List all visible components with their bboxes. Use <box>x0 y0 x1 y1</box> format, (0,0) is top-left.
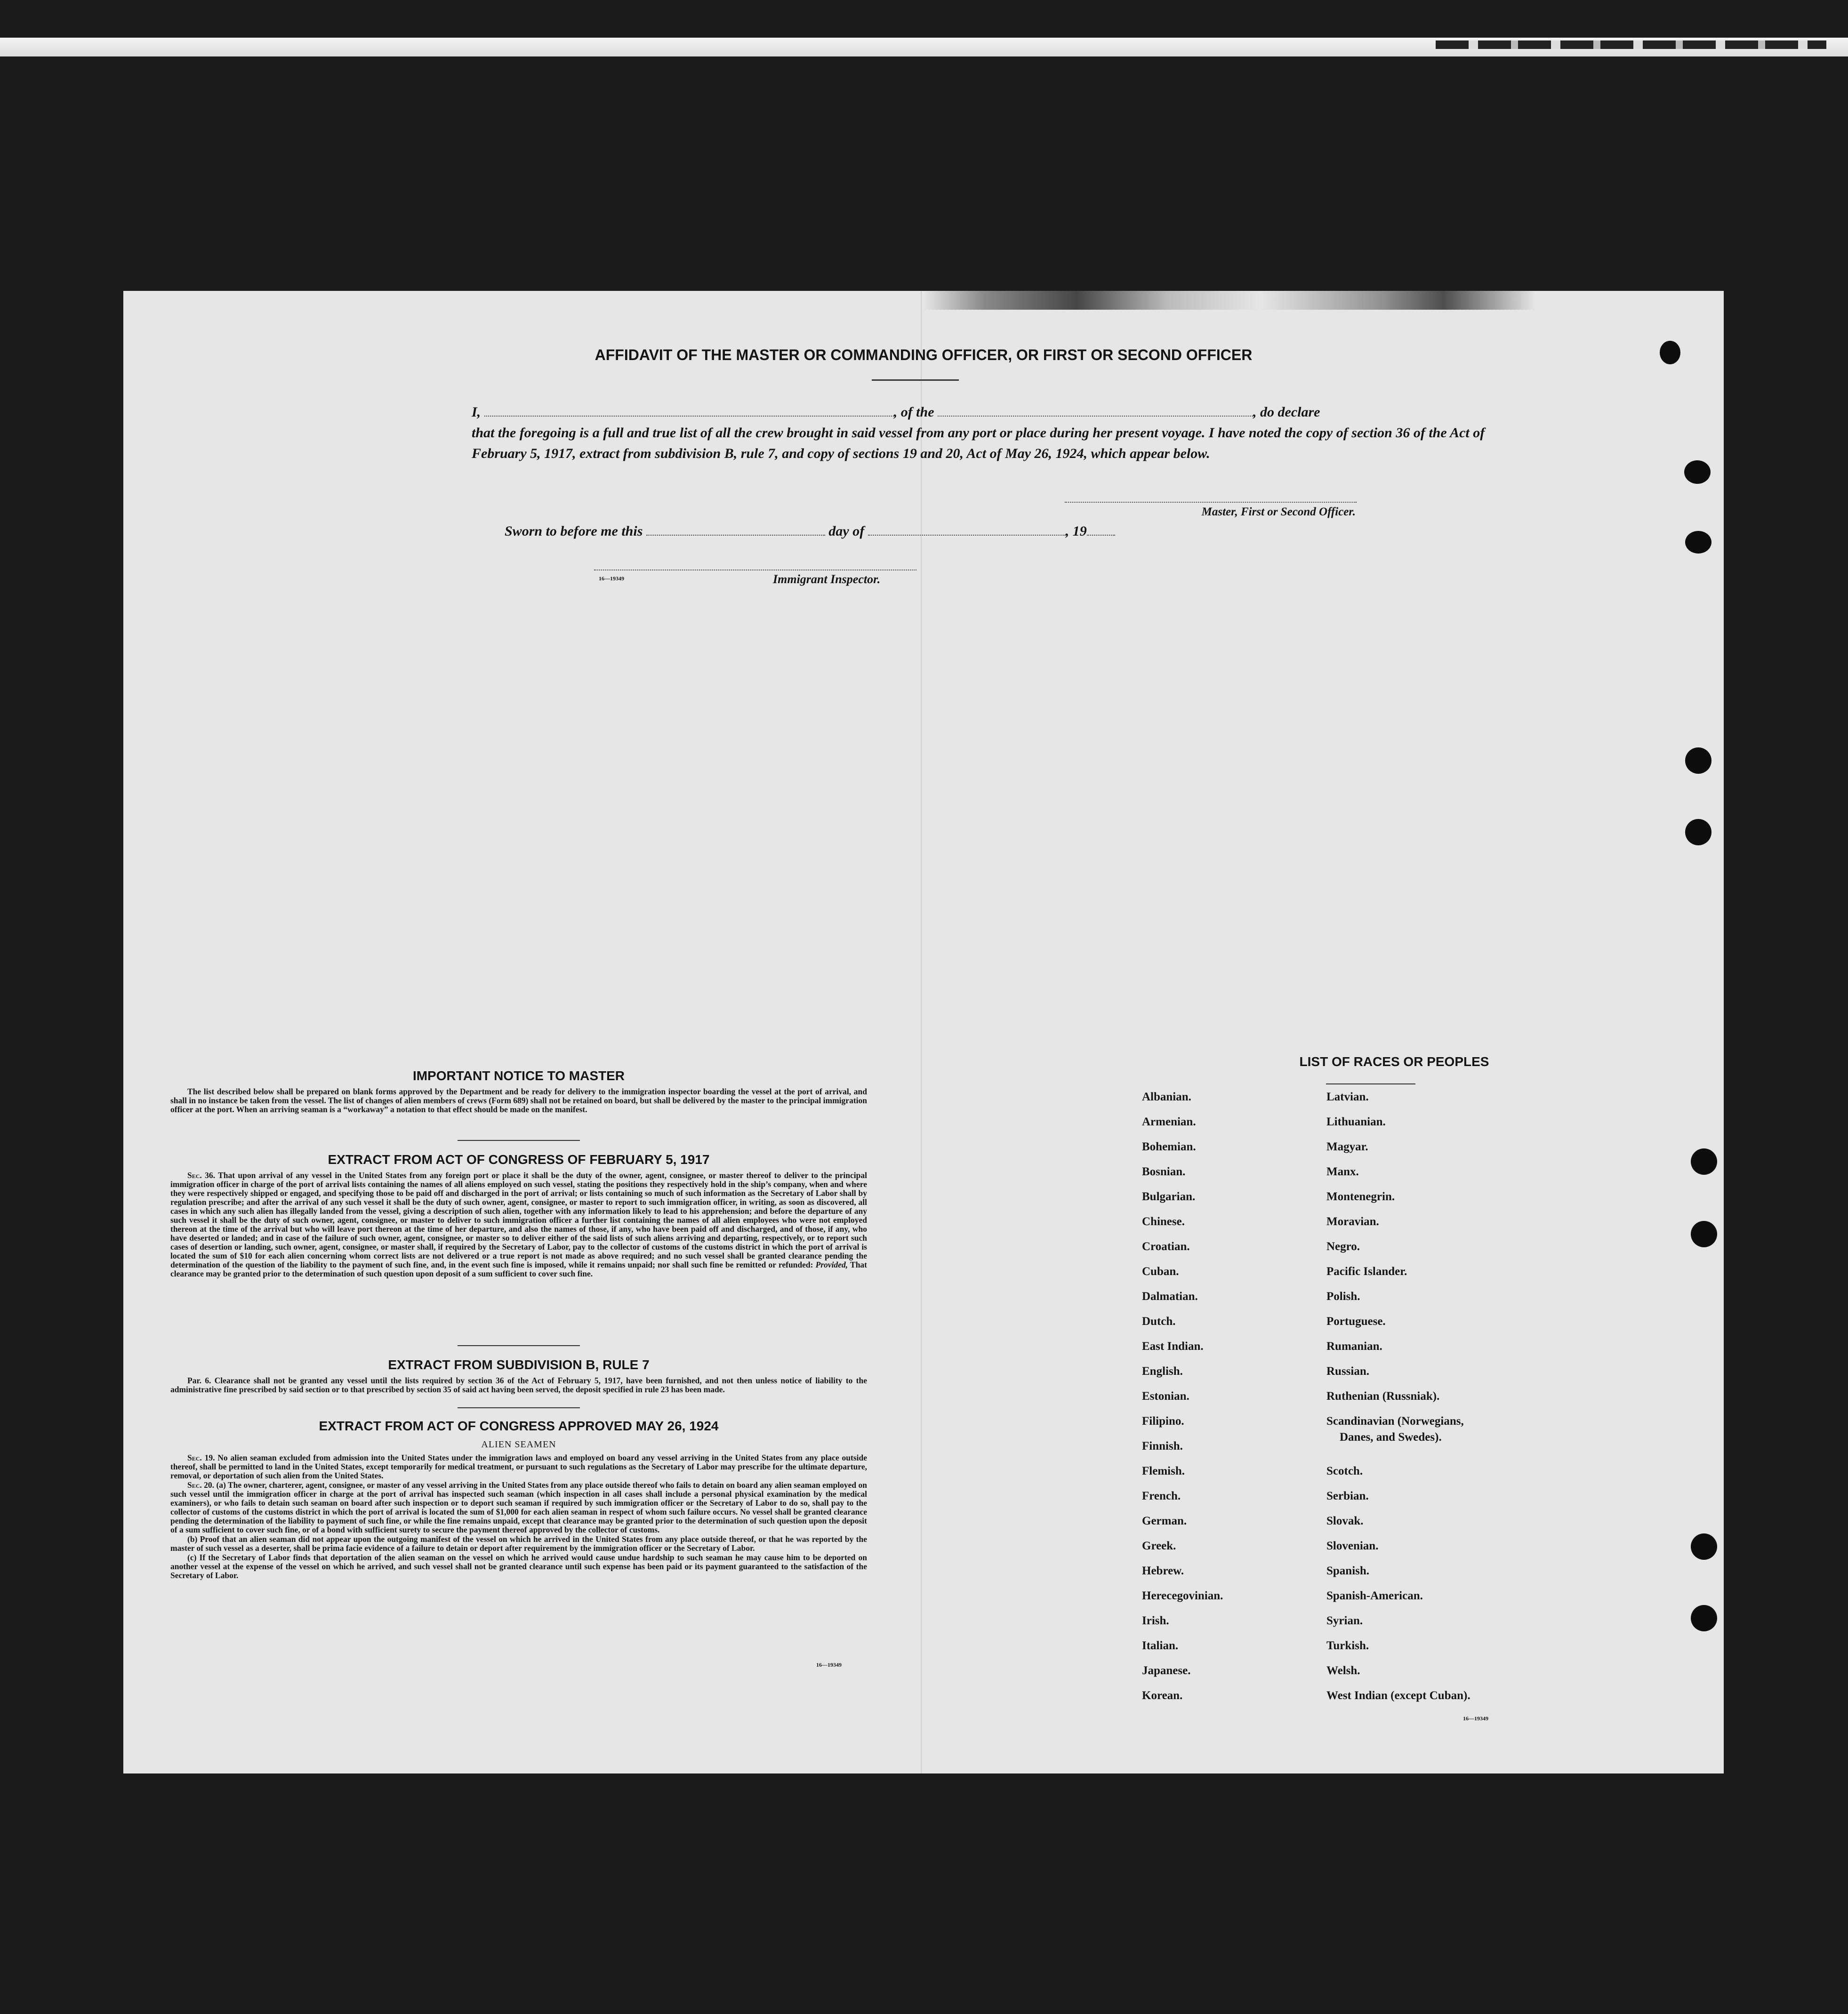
race-item: Spanish. <box>1326 1565 1370 1577</box>
signature-label: Master, First or Second Officer. <box>1201 506 1356 518</box>
sworn-year-blank <box>1087 524 1115 536</box>
document-page <box>123 291 1724 1773</box>
race-item: Dalmatian. <box>1142 1290 1198 1303</box>
inspector-label: Immigrant Inspector. <box>773 572 881 586</box>
name-blank <box>484 405 894 417</box>
race-item: Scotch. <box>1326 1465 1363 1477</box>
race-item: Finnish. <box>1142 1440 1183 1452</box>
notice-paragraph: The list described below shall be prepared on blank forms approved by the Department and be ready for delivery to the immigration inspector boarding the vessel at the port of arrival, and shall in no instance be taken from the vessel. The list of changes of alien members of crews (Form 689) shall not be retained on board, but shall be delivered by the master to the principal immigration officer at the port. When an arriving seaman is a “workaway” a notation to that effect should be made on the manifest. <box>170 1087 867 1114</box>
race-item: Italian. <box>1142 1639 1179 1652</box>
top-smudge <box>924 291 1535 310</box>
race-item: Manx. <box>1326 1165 1359 1178</box>
race-item: Chinese. <box>1142 1215 1185 1228</box>
race-item: Latvian. <box>1326 1091 1369 1103</box>
races-form-number: 16—19349 <box>1463 1715 1488 1722</box>
race-item: Syrian. <box>1326 1614 1363 1627</box>
film-strip-marks <box>1436 40 1826 49</box>
affidavit-of-the: , of the <box>893 404 934 420</box>
extract-rule7-title: EXTRACT FROM SUBDIVISION B, RULE 7 <box>388 1357 650 1372</box>
race-item: Portuguese. <box>1326 1315 1386 1328</box>
race-item: Japanese. <box>1142 1664 1191 1677</box>
races-rule <box>1326 1083 1415 1084</box>
punch-hole <box>1685 819 1711 845</box>
sworn-prefix: Sworn to before me this <box>505 523 643 539</box>
act-1924-rule <box>458 1407 580 1408</box>
vessel-blank <box>938 405 1253 417</box>
section-20-label: Sec. 20. <box>187 1480 215 1490</box>
race-item: Slovenian. <box>1326 1540 1379 1552</box>
sworn-day-of: day of <box>828 523 865 539</box>
punch-hole <box>1691 1533 1717 1560</box>
sworn-line <box>505 523 1115 539</box>
alien-seamen-subtitle: ALIEN SEAMEN <box>481 1439 556 1450</box>
race-item: Welsh. <box>1326 1664 1360 1677</box>
race-item: Bulgarian. <box>1142 1190 1196 1203</box>
race-item: Scandinavian (Norwegians, <box>1326 1415 1464 1428</box>
extract-1924-text <box>170 1453 867 1581</box>
races-column-1 <box>1142 1090 1223 1714</box>
race-item: Pacific Islander. <box>1326 1265 1407 1278</box>
extract-rule7-text <box>170 1376 867 1395</box>
race-item: Turkish. <box>1326 1639 1369 1652</box>
race-item: French. <box>1142 1490 1181 1502</box>
race-item: Korean. <box>1142 1689 1183 1702</box>
race-item: Armenian. <box>1142 1115 1196 1128</box>
race-item: Danes, and Swedes). <box>1340 1431 1442 1444</box>
races-title: LIST OF RACES OR PEOPLES <box>1299 1054 1489 1069</box>
punch-hole <box>1684 460 1711 484</box>
race-item: Hebrew. <box>1142 1565 1184 1577</box>
race-item: Croatian. <box>1142 1240 1190 1253</box>
races-column-2 <box>1326 1090 1470 1714</box>
affidavit-i: I, <box>472 404 481 420</box>
race-item: Slovak. <box>1326 1515 1364 1527</box>
sworn-month-blank <box>868 524 1066 536</box>
race-item: Russian. <box>1326 1365 1370 1378</box>
section-20c-text: (c) If the Secretary of Labor finds that deportation of the alien seaman on the vessel on which he arrived would cause undue hardship to such seaman he may cause him to be deported on another vessel at the expense of the vessel on which he arrived, and such vessel shall not be granted clearance until such expense has been paid or its payment guaranteed to the satisfaction of the Secretary of Labor. <box>170 1553 867 1580</box>
race-item: Irish. <box>1142 1614 1169 1627</box>
race-item: German. <box>1142 1515 1187 1527</box>
notice-rule <box>458 1140 580 1141</box>
punch-hole <box>1685 531 1711 554</box>
affidavit-declare: , do declare <box>1253 404 1320 420</box>
race-item: Cuban. <box>1142 1265 1179 1278</box>
race-item: Spanish-American. <box>1326 1589 1423 1602</box>
left-form-number: 16—19349 <box>816 1661 842 1668</box>
race-item: Dutch. <box>1142 1315 1176 1328</box>
section-19-text: No alien seaman excluded from admission into the United States under the immigration laws and employed on board any vessel arriving in the United States from any place outside thereof, shall be permitted to land in the United States, except temporarily for medical treatment, or pursuant to such regulations as the Secretary of Labor may prescribe for the ultimate departure, removal, or deportation of such alien from the United States. <box>170 1453 868 1480</box>
race-item: Moravian. <box>1326 1215 1379 1228</box>
race-item: Magyar. <box>1326 1140 1368 1153</box>
affidavit-title: AFFIDAVIT OF THE MASTER OR COMMANDING OFFICER, OR FIRST OR SECOND OFFICER <box>595 346 1253 363</box>
extract-1917-text <box>170 1171 867 1279</box>
race-item: English. <box>1142 1365 1183 1378</box>
punch-hole <box>1691 1221 1717 1247</box>
sworn-year: , 19 <box>1065 523 1087 539</box>
punch-hole <box>1691 1605 1717 1631</box>
affidavit-form-number: 16—19349 <box>599 575 624 582</box>
title-rule <box>872 379 959 381</box>
sworn-date-blank <box>646 524 825 536</box>
section-20b-text: (b) Proof that an alien seaman did not appear upon the outgoing manifest of the vessel on which he arrived in the United States from any place outside thereof, or that he was reported by the master of such vessel as a deserter, shall be prima facie evidence of a failure to detain or deport after requirement by the immigration officer or the Secretary of Labor. <box>170 1534 867 1553</box>
race-item: Rumanian. <box>1326 1340 1382 1353</box>
extract-1917-title: EXTRACT FROM ACT OF CONGRESS OF FEBRUARY 5, 1917 <box>328 1152 710 1167</box>
race-item: West Indian (except Cuban). <box>1326 1689 1470 1702</box>
section-36-label: Sec. 36. <box>187 1171 216 1180</box>
proviso-label: Provided, <box>815 1260 848 1269</box>
race-item: Estonian. <box>1142 1390 1189 1403</box>
section-36-text: That upon arrival of any vessel in the United States from any foreign port or place it shall be the duty of the owner, agent, consignee, or master thereof to deliver to the principal immigration officer in charge of the port of arrival lists containing the names of all aliens employed on such vessel, stating the positions they respectively hold in the ship’s company, when and where they were respectively shipped or engaged, and specifying those to be paid off and discharged in the port of arrival; or lists containing so much of such information as the Secretary of Labor shall by regulation prescribe; and after the arrival of any such vessel it shall be the duty of such owner, agent, consignee, or master to report to such immigration officer, in writing, as soon as discovered, all cases in which any such alien has illegally landed from the vessel, giving a description of such alien, together with any information likely to lead to his apprehension; and before the departure of any such vessel it shall be the duty of such owner, agent, consignee, or master to deliver to such immigration officer a further list containing the names of all alien employees who were not employed thereon at the time of the arrival but who will leave port thereon at the time of her departure, and also the names of those, if any, who have been paid off and discharged, and of those, if any, who have deserted or landed; and in case of the failure of such owner, agent, consignee, or master so to deliver either of the said lists of such aliens arriving and departing, respectively, or to report such cases of desertion or landing, such owner, agent, consignee, or master shall, if required by the Secretary of Labor, pay to the collector of customs of the customs district in which the port of arrival is located the sum of $10 for each alien concerning whom correct lists are not delivered or a true report is not made as above required; and no such vessel shall be granted clearance pending the determination of the question of the liability to the payment of such fine, and, in the event such fine is imposed, while it remains unpaid; nor shall such fine be remitted or refunded: <box>170 1171 867 1269</box>
punch-hole <box>1685 747 1711 774</box>
race-item: Greek. <box>1142 1540 1176 1552</box>
affidavit-text <box>472 402 1488 464</box>
race-item: Bohemian. <box>1142 1140 1196 1153</box>
race-item: Negro. <box>1326 1240 1360 1253</box>
race-item: Bosnian. <box>1142 1165 1186 1178</box>
race-item: Serbian. <box>1326 1490 1369 1502</box>
affidavit-body: that the foregoing is a full and true list of all the crew brought in said vessel from any port or place during her present voyage. I have noted the copy of section 36 of the Act of February 5, 1917, extract from subdivision B, rule 7, and copy of sections 19 and 20, Act of May 26, 1924, which appear below. <box>472 425 1485 461</box>
signature-line <box>1065 502 1357 503</box>
race-item: Albanian. <box>1142 1091 1191 1103</box>
race-item: Lithuanian. <box>1326 1115 1386 1128</box>
notice-text <box>170 1087 867 1115</box>
page-fold <box>921 291 922 1773</box>
punch-hole <box>1691 1148 1717 1175</box>
notice-title: IMPORTANT NOTICE TO MASTER <box>412 1068 625 1083</box>
race-item: Filipino. <box>1142 1415 1184 1428</box>
race-item: Ruthenian (Russniak). <box>1326 1390 1440 1403</box>
race-item: Polish. <box>1326 1290 1360 1303</box>
rule7-paragraph: Par. 6. Clearance shall not be granted any vessel until the lists required by section 36 of the Act of February 5, 1917, have been furnished, and not then unless notice of liability to the administrative fine prescribed by said section or to that prescribed by section 35 of said act having been served, the deposit specified in rule 23 has been made. <box>170 1376 867 1394</box>
race-item: East Indian. <box>1142 1340 1204 1353</box>
race-item: Montenegrin. <box>1326 1190 1395 1203</box>
race-item: Herecegovinian. <box>1142 1589 1223 1602</box>
rule7-rule <box>458 1345 580 1346</box>
proviso-text: That clearance may be granted prior to the determination of such question upon deposit of a sum sufficient to cover such fine. <box>170 1260 867 1278</box>
section-20a-text: (a) The owner, charterer, agent, consignee, or master of any vessel arriving in the United States from any place outside thereof who fails to detain on board any alien seaman employed on such vessel until the immigration officer in charge at the port of arrival has inspected such seaman (which inspection in all cases shall include a personal physical examination by the medical examiners), or who fails to detain such seaman on board after such inspection or to deport such seaman if required by such immigration officer or the Secretary of Labor to do so, shall pay to the collector of customs of the customs district in which the port of arrival is located the sum of $1,000 for each alien seaman in respect of whom such failure occurs. No vessel shall be granted clearance pending the determination of the liability to payment of such fine, or while the fine remains unpaid, except that clearance may be granted prior to the determination of such question upon the deposit of a sum sufficient to cover such fine, or of a bond with sufficient surety to secure the payment thereof approved by the collector of customs. <box>170 1480 868 1534</box>
extract-1924-title: EXTRACT FROM ACT OF CONGRESS APPROVED MAY 26, 1924 <box>319 1419 719 1433</box>
race-item: Flemish. <box>1142 1465 1185 1477</box>
section-19-label: Sec. 19. <box>187 1453 215 1462</box>
